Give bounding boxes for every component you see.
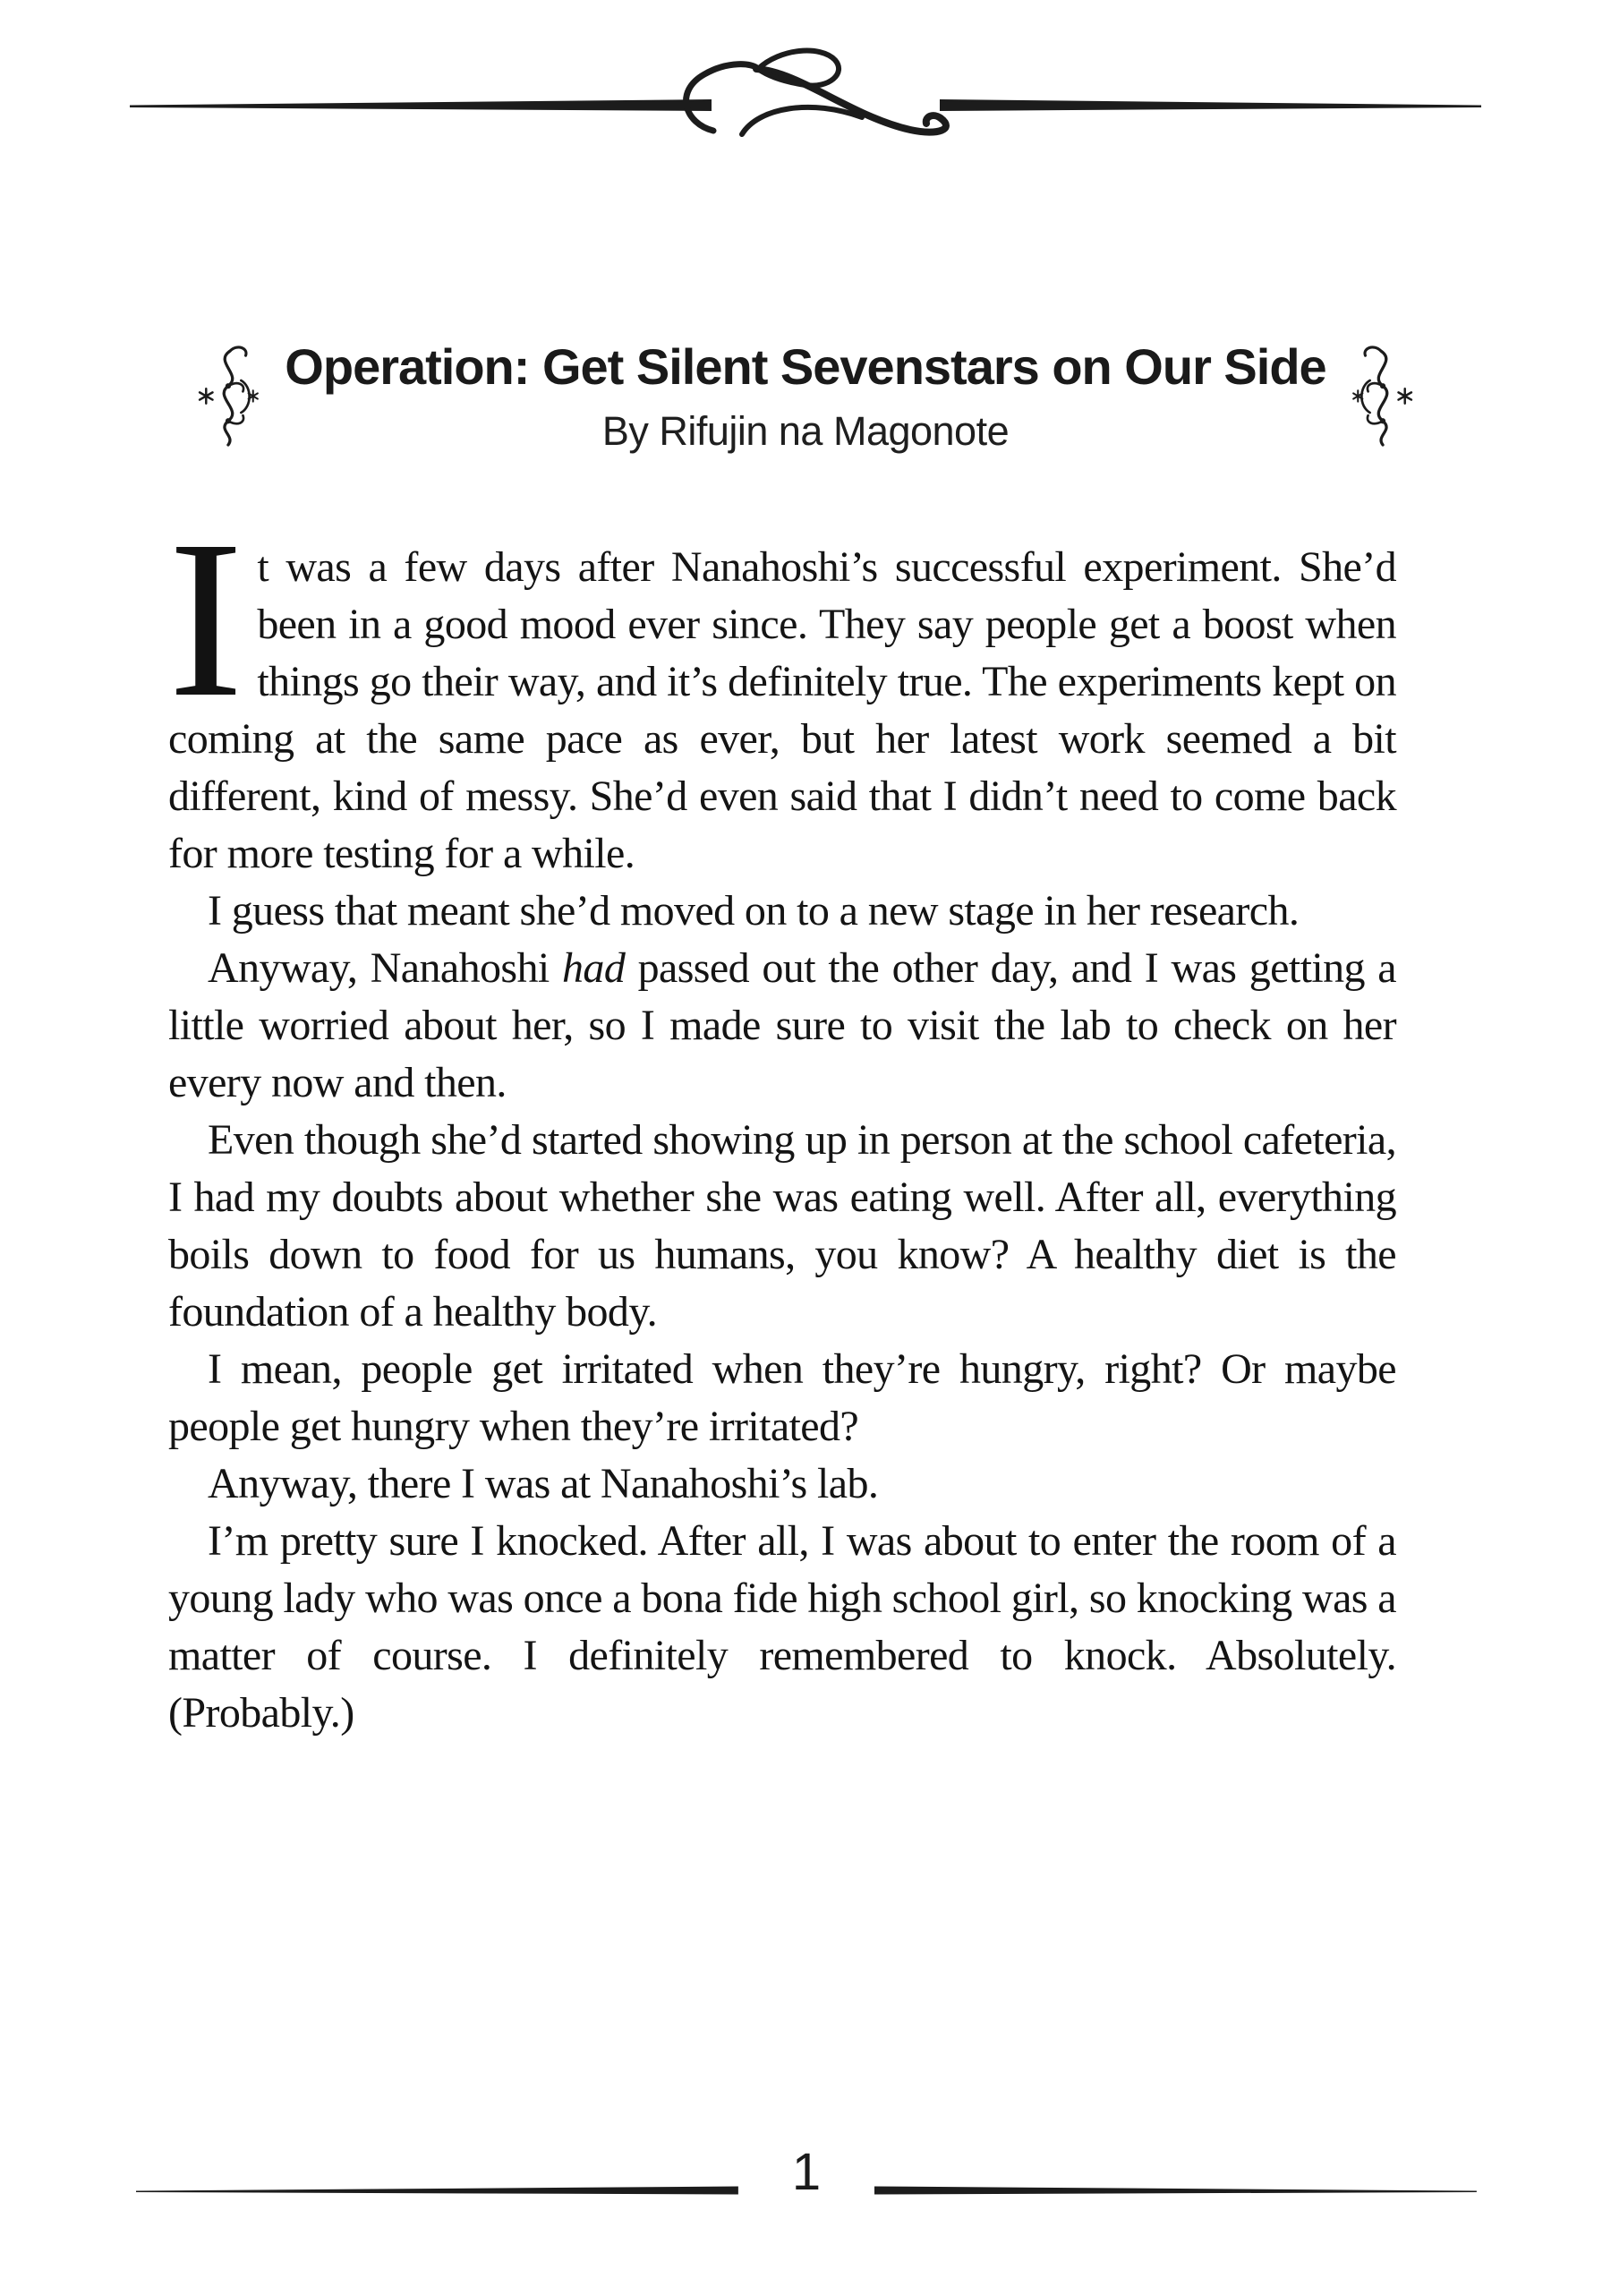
page-number: 1	[791, 2143, 822, 2201]
paragraph: I mean, people get irritated when they’re hungry, right? Or maybe people get hungry when they’re irritated?	[168, 1345, 1396, 1450]
paragraph: Anyway, there I was at Nanahoshi’s lab.	[208, 1460, 879, 1507]
paragraph: It was a few days after Nanahoshi’s successful experiment. She’d been in a good mood ever since. They say people get a boost when things go their way, and it’s definitely true. The experiments kept on coming at the same pace as ever, but her latest work seemed a bit different, kind of messy. She’d even said that I didn’t need to come back for more testing for a while.	[168, 493, 1396, 877]
paragraph: I’m pretty sure I knocked. After all, I was about to enter the room of a young lady who was once a bona fide high school girl, so knocking was a matter of course. I definitely remembered to knock. Absolutely. (Probably.)	[168, 1517, 1396, 1737]
paragraph: Even though she’d started showing up in person at the school cafeteria, I had my doubts about whether she was eating well. After all, everything boils down to food for us humans, you know? A healthy diet is the foundation of a healthy body.	[168, 1116, 1396, 1336]
chapter-title: Operation: Get Silent Sevenstars on Our Side	[285, 338, 1326, 395]
fleuron-right-icon	[1350, 340, 1414, 453]
drop-cap: I	[168, 493, 243, 744]
header-flourish-icon	[130, 45, 1481, 163]
footer-rule-right	[874, 2186, 1477, 2195]
paragraph: I guess that meant she’d moved on to a new stage in her research.	[208, 887, 1300, 935]
footer-rule-left	[136, 2186, 738, 2195]
fleuron-left-icon	[197, 340, 261, 453]
paragraph: Anyway, Nanahoshi had passed out the other day, and I was getting a little worried about her, so I made sure to visit the lab to check on her every now and then.	[168, 944, 1396, 1106]
chapter-heading	[0, 338, 1611, 455]
body-text	[168, 493, 1396, 1742]
footer	[136, 2138, 1477, 2201]
header-divider	[130, 45, 1481, 163]
chapter-byline: By Rifujin na Magonote	[601, 408, 1010, 454]
